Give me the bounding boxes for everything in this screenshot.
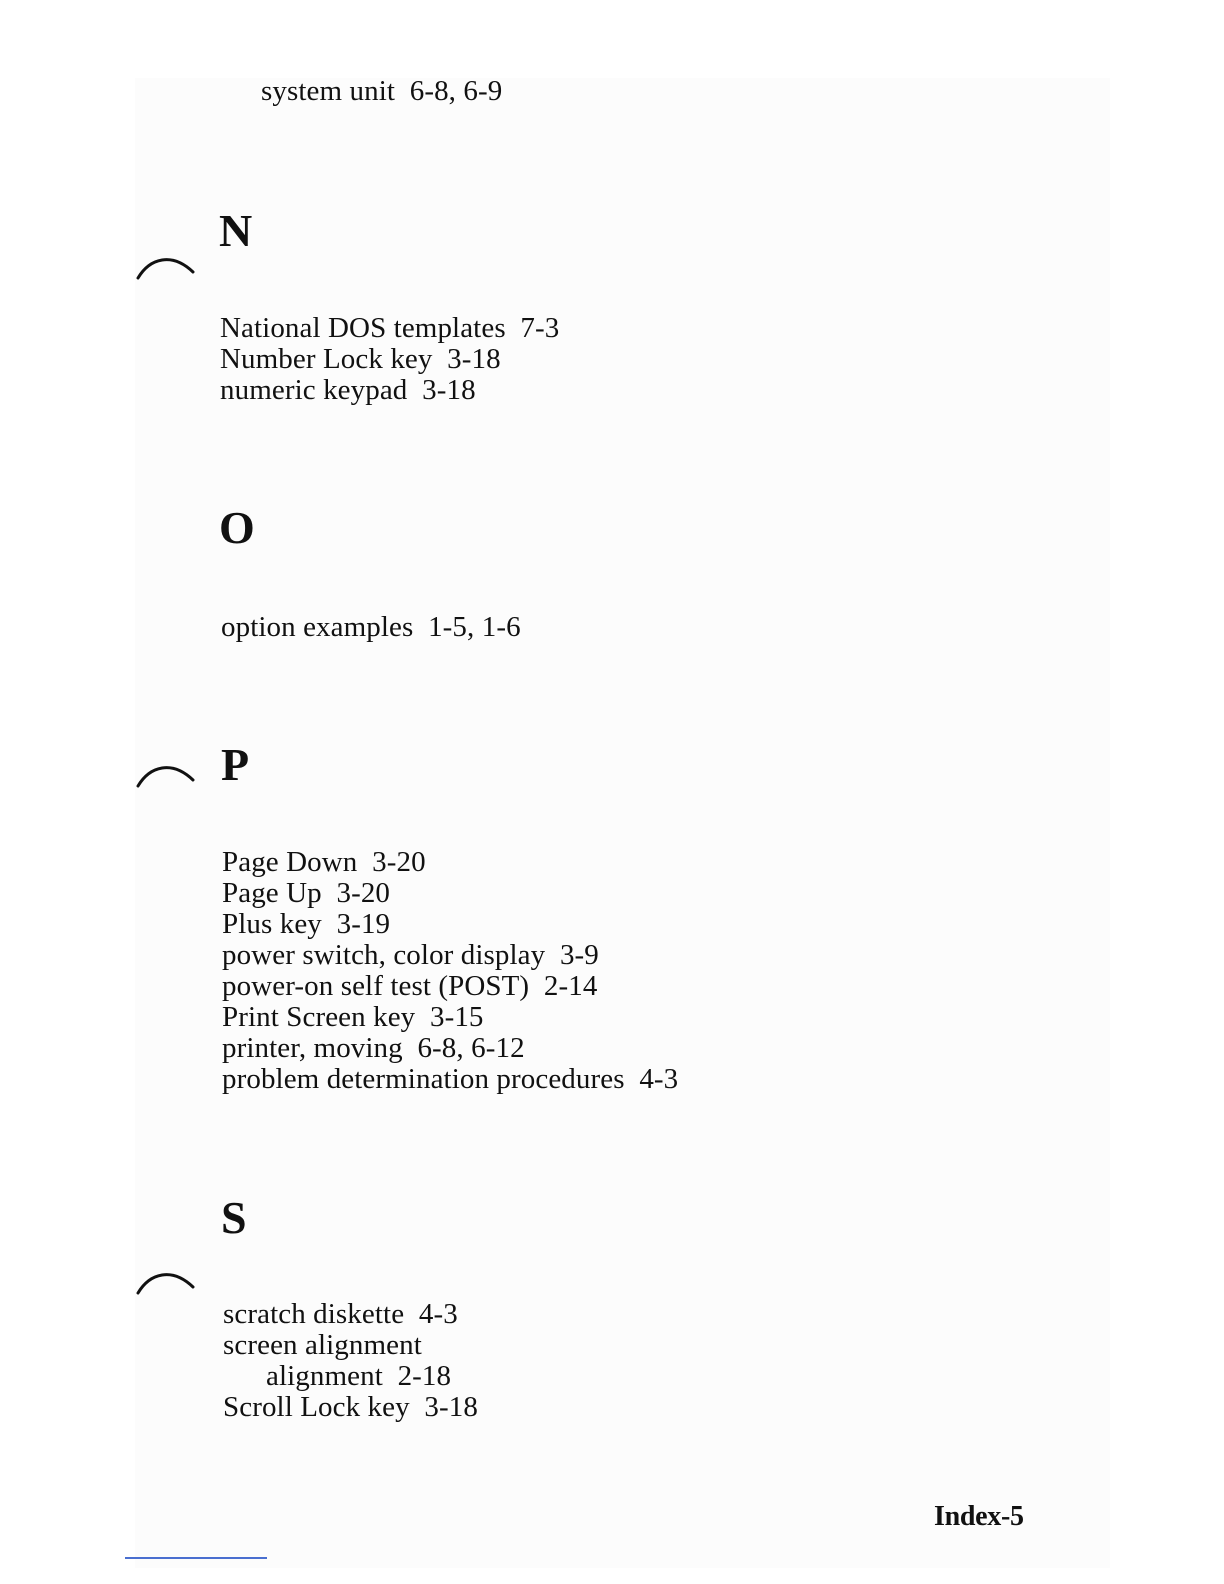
index-entry: Number Lock key 3-18 xyxy=(220,343,501,375)
page-number: Index-5 xyxy=(934,1501,1024,1532)
index-entry: power-on self test (POST) 2-14 xyxy=(222,970,598,1002)
index-entry: screen alignment xyxy=(223,1329,422,1361)
index-entry: Scroll Lock key 3-18 xyxy=(223,1391,478,1423)
binder-tab-mark-icon xyxy=(136,250,206,280)
section-heading-p: P xyxy=(221,739,250,790)
binder-tab-mark-icon xyxy=(136,1265,206,1295)
index-entry: problem determination procedures 4-3 xyxy=(222,1063,679,1095)
bottom-rule xyxy=(125,1557,267,1559)
index-entry-system-unit: system unit 6-8, 6-9 xyxy=(261,75,503,107)
binder-tab-mark-icon xyxy=(136,758,206,788)
index-entry: Print Screen key 3-15 xyxy=(222,1001,484,1033)
index-entry: scratch diskette 4-3 xyxy=(223,1298,458,1330)
index-entry: power switch, color display 3-9 xyxy=(222,939,599,971)
index-subentry: alignment 2-18 xyxy=(266,1360,452,1392)
index-entry: National DOS templates 7-3 xyxy=(220,312,560,344)
section-heading-o: O xyxy=(219,502,255,553)
index-entry: Plus key 3-19 xyxy=(222,908,391,940)
section-heading-s: S xyxy=(221,1192,247,1243)
section-heading-n: N xyxy=(219,205,253,256)
index-entry: option examples 1-5, 1-6 xyxy=(221,611,521,643)
index-entry: numeric keypad 3-18 xyxy=(220,374,476,406)
index-entry: Page Down 3-20 xyxy=(222,846,426,878)
index-entry: Page Up 3-20 xyxy=(222,877,391,909)
index-entry: printer, moving 6-8, 6-12 xyxy=(222,1032,525,1064)
